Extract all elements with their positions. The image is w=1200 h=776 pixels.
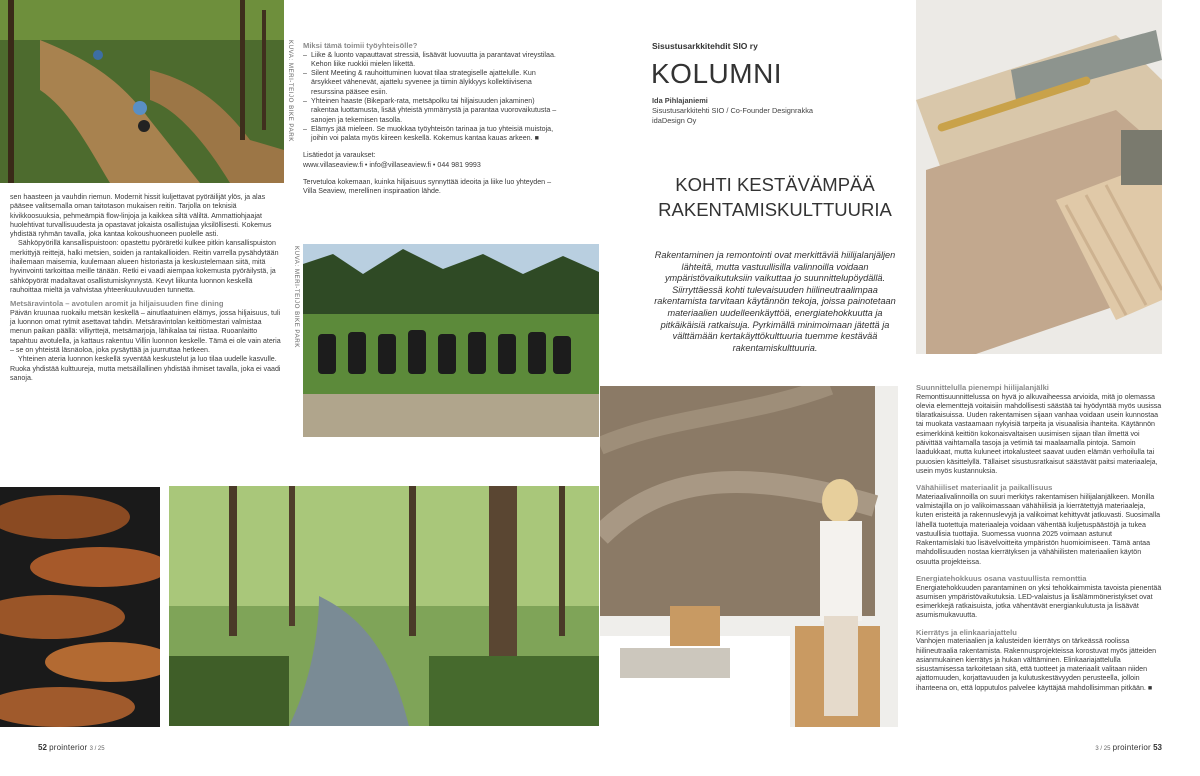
magazine-name: prointerior bbox=[1112, 743, 1151, 752]
left-column-2 bbox=[303, 41, 558, 197]
headline bbox=[630, 172, 920, 222]
author-company: idaDesign Oy bbox=[652, 115, 697, 125]
bike-park-photo bbox=[0, 0, 284, 183]
list-item: – Liike & luonto vapauttavat stressiä, lisäävät luovuutta ja parantavat vireystilaa. Kehon liike ruokkii mielen liikettä. bbox=[303, 51, 558, 70]
right-footer bbox=[1095, 743, 1162, 752]
material-samples-photo bbox=[916, 0, 1162, 354]
org-name: Sisustusarkkitehdit SIO ry bbox=[652, 41, 758, 51]
author-block bbox=[652, 96, 813, 125]
bike-group-photo bbox=[303, 244, 599, 437]
lead-paragraph: Rakentaminen ja remontointi ovat merkittäviä hiilijalanjäljen lähteitä, mutta vastuullisilla valinnoilla voidaan ympäristövaikutuksiin vaikuttaa jo suunnittelupöydällä. Siirryttäessä kohti tulevaisuuden hiilineutraalimpaa rakentamista tarvitaan käytännön tekoja, joissa painotetaan materiaalien uudelleenkäyttöä, energiatehokkuutta ja pitkäikäisiä ratkaisuja. Pyrkimällä minimoimaan jätettä ja välttämään kertakäyttökulttuuria tuemme kestävää rakentamiskulttuuria. bbox=[654, 250, 896, 353]
author-name: Ida Pihlajaniemi bbox=[652, 96, 708, 105]
smoked-fish-photo bbox=[0, 487, 160, 727]
contact-label: Lisätiedot ja varaukset: bbox=[303, 151, 376, 160]
section-paragraph: Vanhojen materiaalien ja kalusteiden kierrätys on tärkeässä roolissa hiilineutraalia rakentamista. Rakennusprojekteissa korostuvat myös jätteiden asianmukainen kierrätys ja hukan välttäminen. Elinkaariajattelulla sisustamisessa tarkoitetaan sitä, että tuotteet ja materiaalit valitaan niiden ajattomuuden, korjattavuuden ja kulutuskestävyyden perusteella, jolloin ihanteena on, että lopputulos palvelee käyttäjää mahdollisimman pitkään. ■ bbox=[916, 637, 1157, 692]
headline-line: KOHTI KESTÄVÄMPÄÄ bbox=[675, 174, 875, 195]
list-item: – Elämys jää mieleen. Se muokkaa työyhteisön tarinaa ja tuo yhteisiä muistoja, joihin voi palata myös kiireen keskellä. Kokemus kantaa kauas arkeen. ■ bbox=[303, 125, 558, 144]
list-item: – Yhteinen haaste (Bikepark-rata, metsäpolku tai hiljaisuuden jakaminen) rakentaa luottamusta, lisää yhteistä ymmärrystä ja parantaa vuorovaikutusta – sanojen ja tekemisen tasolla. bbox=[303, 97, 558, 125]
left-column-1 bbox=[10, 193, 284, 383]
col1-paragraph: Päivän kruunaa ruokailu metsän keskellä – ainutlaatuinen elämys, jossa hiljaisuus, tuli ja luonnon omat rytmit asettavat tahdin. Metsäravintolan keittiömestari valmistaa menun paikan päällä: villiyrttejä, metsämarjoja, lähikalaa tai riistaa. Ruoanlaitto tapahtuu avotulella, ja kattaus rakentuu Villin luonnon keskelle. Tämä ei ole vain ateria – se on yhteistä läsnäoloa, joka pysäyttää ja juurruttaa hetkeen. bbox=[10, 308, 281, 354]
section-heading: Suunnittelulla pienempi hiilijalanjälki bbox=[916, 383, 1049, 392]
col1-paragraph: Sähköpyörillä kansallispuistoon: opastettu pyöräretki kulkee pitkin kansallispuiston merkittyjä reittejä, halki metsien, soiden ja rantakallioiden. Reitin varrella pysähdytään ihailemaan maisemia, kuulemaan alueen historiasta ja keskustelemaan siitä, mitä hyvinvointi tarkoittaa meille tänään. Retki ei vaadi aiempaa kokemusta pyöräilystä, ja sähköpyörät madaltavat osallistumiskynnystä. Kevyt liikunta luonnon keskellä rauhoittaa mieltä ja vahvistaa yhteenkuuluvuuden tunnetta. bbox=[10, 239, 279, 294]
photo-credit-mid: KUVA: MERI-TEIJO BIKE PARK bbox=[293, 246, 300, 348]
section-paragraph: Materiaalivalinnoilla on suuri merkitys rakentamisen hiilijalanjälkeen. Monilla valmistajilla on jo valikoimassaan vähähiilisiä ja kierrätettyjä materiaaleja, kuten eristeitä ja rakennuslevyjä ja valikoimat kehittyvät jatkuvasti. Suosimalla lähellä tuotettuja materiaaleja voidaan vähentää kuljetuspäästöjä ja tukea vastuullisia tuottajia. Suomessa vuonna 2025 voimaan astunut Rakentamislaki tuo lisävelvoitteita ympäristön huomioimiseen. Tämä antaa mahdollisuuden nostaa kierrätyksen ja vähähiilisten materiaalien käytön osuutta projekteissa. bbox=[916, 492, 1161, 566]
designer-at-board-photo bbox=[600, 386, 898, 727]
section-title: KOLUMNI bbox=[651, 58, 783, 89]
col1-paragraph: Yhteinen ateria luonnon keskellä syventää keskustelut ja luo tilaa uudelle kasvulle. Ruoka yhdistää kulttuureja, mutta metsäillallinen yhdistää ihmiset tavalla, joka ei vaadi sanoja. bbox=[10, 355, 281, 382]
section-paragraph: Energiatehokkuuden parantaminen on yksi tehokkaimmista tavoista pienentää asumisen ympäristövaikutuksia. LED-valaistus ja lisälämmöneristykset ovat esimerkkejä ratkaisuista, jotka vähentävät energiankulutusta ja lisäävät asumismukavuutta. bbox=[916, 583, 1162, 620]
section-heading: Vähähiiliset materiaalit ja paikallisuus bbox=[916, 483, 1053, 493]
section-heading: Energiatehokkuus osana vastuullista remonttia bbox=[916, 574, 1087, 584]
photo-credit-top: KUVA: MERI-TEIJO BIKE PARK bbox=[287, 40, 294, 142]
col2-bullet-list bbox=[303, 51, 558, 144]
issue-number: 3 / 25 bbox=[1095, 746, 1111, 752]
section-paragraph: Remonttisuunnittelussa on hyvä jo alkuvaiheessa arvioida, mitä jo olemassa olevia elementtejä voitaisiin mahdollisesti säästää tai hyödyntää myös uusissa tilaratkaisuissa. Uuden rakentamisen sijaan vanhaa voidaan usein kunnostaa tai muokata vastaamaan nykyisiä tarpeita ja visuaalisia ihanteita. Käytännön esimerkkinä keittiön kokonaisvaltaisen uusimisen sijaan tilan ilmettä voi päivittää vaihtamalla tasoja ja vetimiä tai maalaamalla pintoja. Samoin laadukkaat, mutta kuluneet irtokalusteet saavat uuden elämän verhoilulla tai puuosien käsittelyllä. Tällaiset sisustusratkaisut säästävät paitsi materiaaleja, usein myös kustannuksia. bbox=[916, 392, 1162, 475]
forest-stream-photo bbox=[169, 486, 599, 726]
closing-paragraph: Tervetuloa kokemaan, kuinka hiljaisuus synnyttää ideoita ja liike luo yhteyden – Villa Seaview, merellinen inspiraation lähde. bbox=[303, 178, 552, 196]
page-number: 53 bbox=[1153, 743, 1162, 752]
section-heading: Kierrätys ja elinkaariajattelu bbox=[916, 627, 1017, 637]
col1-heading: Metsäravintola – avotulen aromit ja hiljaisuuden fine dining bbox=[10, 299, 224, 309]
col2-heading: Miksi tämä toimii työyhteisölle? bbox=[303, 41, 418, 50]
left-footer bbox=[38, 743, 105, 752]
page-number: 52 bbox=[38, 743, 47, 752]
headline-line: RAKENTAMISKULTTUURIA bbox=[658, 199, 892, 220]
list-item: – Silent Meeting & rauhoittuminen luovat tilaa strategiselle ajattelulle. Kun ärsykkeet vähenevät, ajattelu syvenee ja tiimin älykkyys kollektiivisena resurssina pääsee esiin. bbox=[303, 69, 558, 97]
right-column-text bbox=[916, 383, 1162, 693]
col1-paragraph: sen haasteen ja vauhdin riemun. Modernit hissit kuljettavat pyöräilijät ylös, ja alas pääsee valitsemalla oman taitotason mukaisen reitin. Tarjolla on teknisiä kivikkoosuuksia, pehmeämpiä flow-linjoja ja kaikkea siltä väliltä. Ammattiohjaajat huolehtivat turvallisuudesta ja opastavat jokaista osallistujaa yksilöllisesti. Kokemus yhdistää ryhmän tavalla, joka kantaa kokoushuoneen puolelle asti. bbox=[10, 193, 272, 239]
magazine-name: prointerior bbox=[49, 743, 88, 752]
issue-number: 3 / 25 bbox=[89, 746, 105, 752]
author-title: Sisustusarkkitehti SIO / Co-Founder Designrakka bbox=[652, 105, 814, 115]
contact-line: www.villaseaview.fi • info@villaseaview.fi • 044 981 9993 bbox=[303, 160, 481, 169]
